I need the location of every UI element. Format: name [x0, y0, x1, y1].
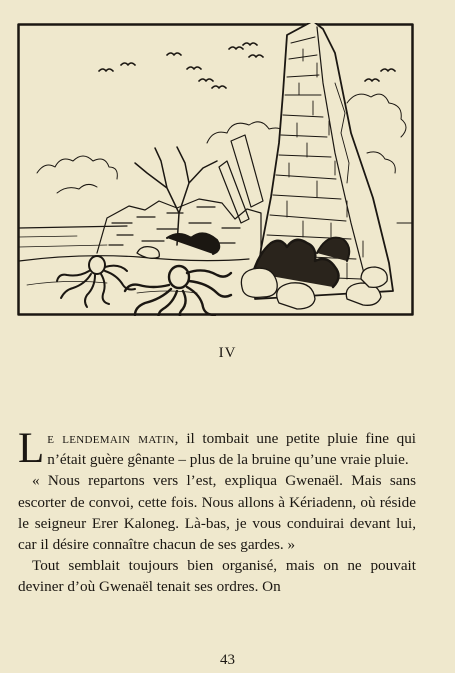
dead-tree	[135, 147, 217, 245]
paragraph: Tout semblait toujours bien organisé, mais on ne pouvait deviner d’où Gwenaël tenait ses ordres. On	[18, 557, 416, 596]
chapter-illustration	[17, 23, 414, 316]
chapter-number: IV	[218, 345, 237, 361]
ruined-wall	[97, 199, 261, 263]
paragraph-text: il tombait une petite pluie fine qui n’était guère gênante – plus de la bruine qu’une vraie pluie.	[47, 430, 417, 469]
octopus-large	[125, 266, 231, 316]
body-text	[18, 425, 417, 598]
paragraph	[18, 425, 417, 472]
paragraph: « Nous repartons vers l’est, expliqua Gwenaël. Mais sans escorter de convoi, cette fois. Nous allons à Kériadenn, où réside le seigneur Erer Kaloneg. Là-bas, je vous conduirai devant lui, car il désire connaître chacun de ses gardes. »	[18, 472, 416, 554]
opening-small-caps: e lendemain matin,	[47, 430, 179, 447]
birds	[99, 43, 395, 88]
drop-cap: L	[18, 425, 45, 472]
page-number: 43	[220, 652, 235, 668]
